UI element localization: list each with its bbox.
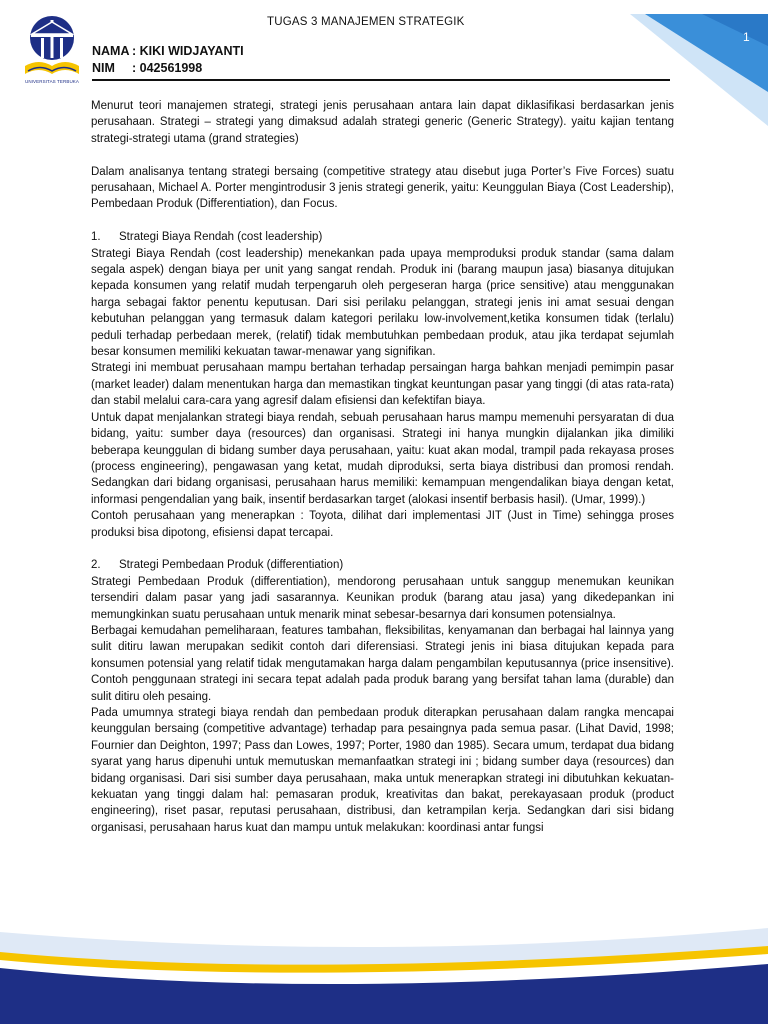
section-2-paragraph: Strategi Pembedaan Produk (differentiation), mendorong perusahaan untuk sanggup menemukan keunikan tersendiri dalam pasar yang jadi sasarannya. Keunikan produk (barang atau jasa) yang dikedepankan ini memungkinkan suatu perusahaan untuk menarik minat sebesar-besarnya dari konsumen potensialnya. [91,575,674,621]
name-value: : KIKI WIDJAYANTI [132,44,244,58]
intro-paragraph-2: Dalam analisanya tentang strategi bersaing (competitive strategy atau disebut juga Porter’s Five Forces) suatu perusahaan, Michael A. Porter mengintrodusir 3 jenis strategi generik, yaitu: Keunggulan Biaya (Cost Leadership), Pembedaan Produk (Differentiation), dan Focus. [91,165,674,211]
section-1-title: Strategi Biaya Rendah (cost leadership) [119,231,323,244]
document-body [91,98,674,836]
section-2-paragraph: Pada umumnya strategi biaya rendah dan pembedaan produk diterapkan perusahaan dalam rangka mencapai keunggulan bersaing (competitive advantage) terhadap para pesaingnya pada semua pasar. (Lihat David, 1998; Fournier dan Deighton, 1997; Pass dan Lowes, 1997; Porter, 1980 dan 1985). Secara umum, terdapat dua bidang syarat yang harus dipenuhi untuk memutuskan memanfaatkan strategi ini ; bidang sumber daya (resources) dan bidang organisasi. Dari sisi sumber daya perusahaan, maka untuk menerapkan strategi ini dibutuhkan kekuatan-kekuatan yang tinggi dalam hal: pemasaran produk, kreativitas dan bakat, perekayasaan produk (product engineering), riset pasar, reputasi perusahaan, distribusi, dan ketrampilan kerja. Sedangkan dari sisi bidang organisasi, perusahaan harus kuat dan mampu untuk melakukan: koordinasi antar fungsi [91,706,674,834]
section-1-paragraph: Untuk dapat menjalankan strategi biaya rendah, sebuah perusahaan harus mampu memenuhi persyaratan di dua bidang, yaitu: sumber daya (resources) dan organisasi. Strategi ini hanya mungkin dijalankan jika dimiliki beberapa keunggulan di bidang sumber daya perusahaan, yaitu: kuat akan modal, trampil pada rekayasa proses (process engineering), pengawasan yang ketat, mudah diproduksi, serta biaya distribusi dan promosi rendah. Sedangkan dari bidang organisasi, perusahaan harus memiliki: kemampuan mengendalikan biaya dengan ketat, informasi pengendalian yang baik, insentif berdasarkan target (alokasi insentif berbasis hasil). (Umar, 1999).) [91,411,674,506]
section-2-heading [91,557,674,573]
intro-paragraph-1: Menurut teori manajemen strategi, strategi jenis perusahaan antara lain dapat diklasifikasi berdasarkan jenis perusahaan. Strategi – strategi yang dimaksud adalah strategi generic (Generic Strategy). yaitu kajian tentang strategi-strategi utama (grand strategies) [91,100,674,145]
document-title: TUGAS 3 MANAJEMEN STRATEGIK [267,16,465,28]
logo-caption: UNIVERSITAS TERBUKA [25,79,79,84]
section-1-paragraph: Strategi ini membuat perusahaan mampu bertahan terhadap persaingan harga bahkan menjadi pemimpin pasar (market leader) dalam menentukan harga dan memastikan tingkat keuntungan pasar yang tinggi (di atas rata-rata) dan stabil melalui cara-cara yang agresif dalam efisiensi dan kefektifan biaya. [91,362,674,408]
section-2-number: 2. [91,559,101,572]
section-1-paragraph: Contoh perusahaan yang menerapkan : Toyota, dilihat dari implementasi JIT (Just in Time) sehingga proses produksi bisa dipotong, efisiensi dapat tercapai. [91,510,674,539]
university-logo [22,14,82,84]
section-2-paragraph: Berbagai kemudahan pemeliharaan, features tambahan, fleksibilitas, kenyamanan dan berbagai hal lainnya yang sulit ditiru lawan merupakan sedikit contoh dari diferensiasi. Strategi jenis ini biasa ditujukan kepada para konsumen potensial yang relatif tidak mengutamakan harga dalam pengambilan keputusannya (price insensitive). Contoh penggunaan strategi ini secara tepat adalah pada produk barang yang bersifat tahan lama (durable) dan sulit ditiru oleh pesaing. [91,624,674,703]
student-nim-row [92,61,202,75]
footer-wave-decoration [0,924,768,1024]
section-1-paragraph: Strategi Biaya Rendah (cost leadership) menekankan pada upaya memproduksi produk standar (sama dalam segala aspek) dengan biaya per unit yang sangat rendah. Produk ini (barang maupun jasa) biasanya ditujukan kepada konsumen yang relatif mudah terpengaruh oleh pergeseran harga (price sensitive) atau menggunakan harga sebagai faktor penentu keputusan. Dari sisi perilaku pelanggan, strategi jenis ini amat sesuai dengan kebutuhan pelanggan yang termasuk dalam kategori perilaku low-involvement,ketika konsumen tidak (terlalu) peduli terhadap perbedaan merek, (relatif) tidak membutuhkan pembedaan produk, atau jika terdapat sejumlah besar konsumen memiliki kekuatan tawar-menawar yang signifikan. [91,247,674,359]
name-label: NAMA [92,44,130,58]
nim-value: : 042561998 [132,61,203,75]
header-divider [92,79,670,81]
section-1-heading [91,229,674,245]
student-name-row [92,44,244,58]
page-number: 1 [743,30,750,44]
nim-label: NIM [92,61,115,75]
section-2-title: Strategi Pembedaan Produk (differentiation) [119,559,344,572]
section-1-number: 1. [91,231,101,244]
